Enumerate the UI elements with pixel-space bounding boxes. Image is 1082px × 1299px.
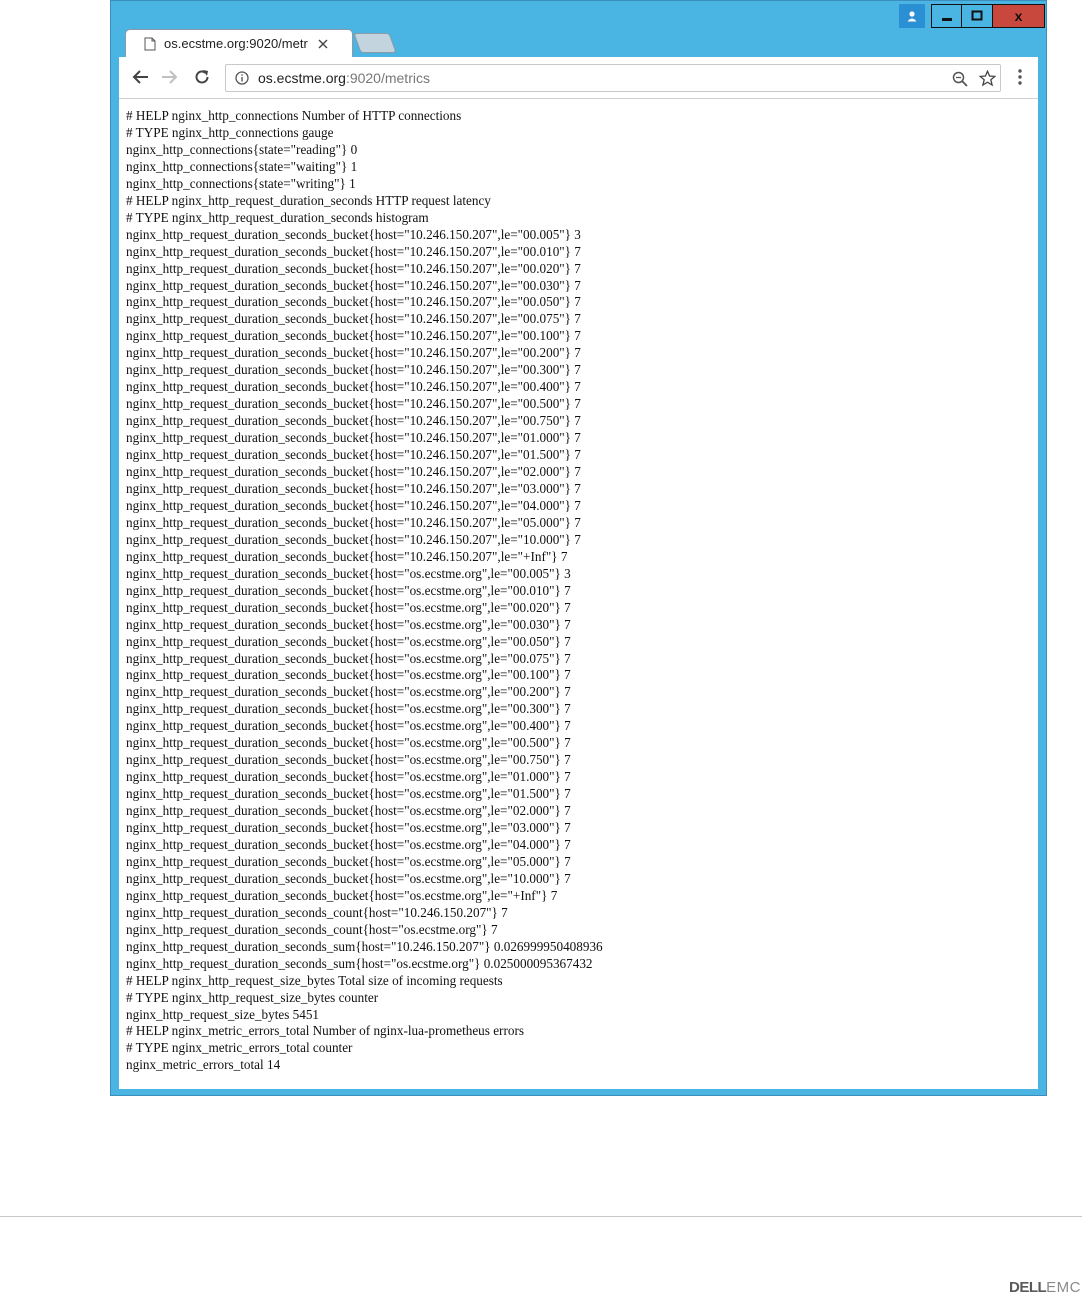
back-arrow-icon (131, 69, 149, 85)
back-button[interactable] (129, 66, 151, 88)
browser-toolbar (119, 57, 1038, 99)
metric-line: # HELP nginx_http_request_size_bytes Total size of incoming requests (126, 972, 503, 988)
metric-line: nginx_http_request_duration_seconds_bucket{host="10.246.150.207",le="00.200"} 7 (126, 345, 581, 361)
maximize-button[interactable] (962, 4, 993, 28)
user-profile-button[interactable] (899, 4, 925, 28)
metric-line: nginx_http_request_duration_seconds_bucket{host="10.246.150.207",le="00.010"} 7 (126, 243, 581, 259)
metric-line: # HELP nginx_metric_errors_total Number of nginx-lua-prometheus errors (126, 1023, 524, 1039)
page-icon (144, 37, 156, 51)
minimize-icon (941, 10, 953, 22)
user-icon (906, 10, 918, 22)
metric-line: nginx_http_request_duration_seconds_sum{host="10.246.150.207"} 0.026999950408936 (126, 938, 603, 954)
metric-line: nginx_http_request_duration_seconds_bucket{host="10.246.150.207",le="01.000"} 7 (126, 430, 581, 446)
metric-line: nginx_http_request_duration_seconds_bucket{host="10.246.150.207",le="00.400"} 7 (126, 379, 581, 395)
browser-tab[interactable] (125, 29, 353, 57)
metric-line: nginx_http_request_duration_seconds_bucket{host="os.ecstme.org",le="00.030"} 7 (126, 616, 571, 632)
minimize-button[interactable] (931, 4, 962, 28)
metrics-text (126, 108, 603, 1074)
url-host: os.ecstme.org (258, 70, 346, 86)
browser-window (110, 0, 1047, 1096)
close-window-label: x (1014, 8, 1023, 24)
forward-button[interactable] (159, 66, 181, 88)
menu-button[interactable] (1009, 66, 1031, 88)
metric-line: nginx_http_request_duration_seconds_bucket{host="10.246.150.207",le="05.000"} 7 (126, 514, 581, 530)
tab-strip (111, 27, 1046, 57)
metric-line: nginx_http_request_duration_seconds_bucket{host="10.246.150.207",le="00.750"} 7 (126, 413, 581, 429)
metric-line: nginx_http_request_duration_seconds_bucket{host="10.246.150.207",le="03.000"} 7 (126, 480, 581, 496)
metric-line: nginx_http_request_duration_seconds_bucket{host="10.246.150.207",le="00.500"} 7 (126, 396, 581, 412)
metric-line: nginx_http_request_duration_seconds_bucket{host="os.ecstme.org",le="01.000"} 7 (126, 769, 571, 785)
metric-line: nginx_http_connections{state="writing"} 1 (126, 175, 356, 191)
metric-line: nginx_http_request_duration_seconds_bucket{host="os.ecstme.org",le="00.200"} 7 (126, 684, 571, 700)
metric-line: nginx_http_request_duration_seconds_bucket{host="10.246.150.207",le="00.020"} 7 (126, 260, 581, 276)
metric-line: nginx_http_request_duration_seconds_bucket{host="os.ecstme.org",le="00.020"} 7 (126, 599, 571, 615)
metric-line: nginx_http_request_duration_seconds_bucket{host="10.246.150.207",le="01.500"} 7 (126, 447, 581, 463)
metric-line: nginx_http_request_duration_seconds_bucket{host="10.246.150.207",le="02.000"} 7 (126, 464, 581, 480)
page-content (119, 99, 1038, 1089)
metric-line: nginx_http_request_duration_seconds_bucket{host="10.246.150.207",le="00.030"} 7 (126, 277, 581, 293)
logo-dell: DELL (1008, 1279, 1047, 1296)
metric-line: nginx_metric_errors_total 14 (126, 1057, 281, 1073)
metric-line: nginx_http_request_duration_seconds_bucket{host="10.246.150.207",le="00.005"} 3 (126, 226, 581, 242)
metric-line: nginx_http_request_duration_seconds_bucket{host="os.ecstme.org",le="02.000"} 7 (126, 803, 571, 819)
metric-line: nginx_http_request_size_bytes 5451 (126, 1006, 320, 1022)
more-vert-icon (1017, 68, 1023, 86)
metric-line: # TYPE nginx_metric_errors_total counter (126, 1040, 353, 1056)
metric-line: nginx_http_request_duration_seconds_bucket{host="os.ecstme.org",le="05.000"} 7 (126, 853, 571, 869)
close-tab-icon[interactable] (318, 39, 328, 49)
metric-line: nginx_http_request_duration_seconds_bucket{host="os.ecstme.org",le="00.300"} 7 (126, 701, 571, 717)
metric-line: # TYPE nginx_http_connections gauge (126, 124, 334, 140)
metric-line: nginx_http_request_duration_seconds_bucket{host="10.246.150.207",le="00.300"} 7 (126, 362, 581, 378)
metric-line: nginx_http_request_duration_seconds_bucket{host="os.ecstme.org",le="00.075"} 7 (126, 650, 571, 666)
metric-line: nginx_http_request_duration_seconds_bucket{host="os.ecstme.org",le="01.500"} 7 (126, 786, 571, 802)
metric-line: # TYPE nginx_http_request_size_bytes counter (126, 989, 379, 1005)
forward-arrow-icon (161, 69, 179, 85)
metric-line: nginx_http_connections{state="reading"} 0 (126, 141, 358, 157)
metric-line: nginx_http_request_duration_seconds_count{host="os.ecstme.org"} 7 (126, 921, 498, 937)
bookmark-star-icon[interactable] (979, 70, 996, 87)
maximize-icon (971, 10, 983, 22)
zoom-icon[interactable] (952, 71, 968, 87)
metric-line: nginx_http_request_duration_seconds_bucket{host="10.246.150.207",le="00.100"} 7 (126, 328, 581, 344)
metric-line: nginx_http_request_duration_seconds_bucket{host="10.246.150.207",le="00.050"} 7 (126, 294, 581, 310)
metric-line: nginx_http_request_duration_seconds_bucket{host="os.ecstme.org",le="10.000"} 7 (126, 870, 571, 886)
metric-line: nginx_http_request_duration_seconds_bucket{host="10.246.150.207",le="10.000"} 7 (126, 531, 581, 547)
metric-line: nginx_http_request_duration_seconds_bucket{host="os.ecstme.org",le="00.050"} 7 (126, 633, 571, 649)
reload-button[interactable] (191, 66, 213, 88)
logo-emc: EMC (1046, 1279, 1081, 1296)
metric-line: nginx_http_request_duration_seconds_bucket{host="10.246.150.207",le="00.075"} 7 (126, 311, 581, 327)
tab-title: os.ecstme.org:9020/metr (164, 36, 308, 51)
metric-line: nginx_http_request_duration_seconds_bucket{host="os.ecstme.org",le="00.750"} 7 (126, 752, 571, 768)
url-path: :9020/metrics (345, 70, 430, 86)
metric-line: nginx_http_request_duration_seconds_bucket{host="os.ecstme.org",le="04.000"} 7 (126, 836, 571, 852)
metric-line: nginx_http_connections{state="waiting"} 1 (126, 158, 358, 174)
metric-line: nginx_http_request_duration_seconds_bucket{host="10.246.150.207",le="+Inf"} 7 (126, 548, 568, 564)
info-icon (235, 71, 249, 85)
metric-line: nginx_http_request_duration_seconds_bucket{host="os.ecstme.org",le="03.000"} 7 (126, 820, 571, 836)
metric-line: nginx_http_request_duration_seconds_sum{host="os.ecstme.org"} 0.025000095367432 (126, 955, 593, 971)
metric-line: # HELP nginx_http_connections Number of HTTP connections (126, 108, 462, 123)
reload-icon (193, 68, 211, 86)
metric-line: nginx_http_request_duration_seconds_bucket{host="os.ecstme.org",le="00.500"} 7 (126, 735, 571, 751)
address-bar[interactable] (225, 64, 1001, 92)
metric-line: nginx_http_request_duration_seconds_bucket{host="10.246.150.207",le="04.000"} 7 (126, 497, 581, 513)
footer-divider (0, 1216, 1082, 1217)
metric-line: nginx_http_request_duration_seconds_bucket{host="os.ecstme.org",le="00.100"} 7 (126, 667, 571, 683)
metric-line: nginx_http_request_duration_seconds_bucket{host="os.ecstme.org",le="+Inf"} 7 (126, 887, 558, 903)
metric-line: nginx_http_request_duration_seconds_bucket{host="os.ecstme.org",le="00.010"} 7 (126, 582, 571, 598)
metric-line: nginx_http_request_duration_seconds_bucket{host="os.ecstme.org",le="00.400"} 7 (126, 718, 571, 734)
url-text (258, 70, 430, 86)
metric-line: # TYPE nginx_http_request_duration_seconds histogram (126, 209, 429, 225)
metric-line: nginx_http_request_duration_seconds_count{host="10.246.150.207"} 7 (126, 904, 508, 920)
dell-emc-logo (1009, 1279, 1081, 1296)
metric-line: nginx_http_request_duration_seconds_bucket{host="os.ecstme.org",le="00.005"} 3 (126, 565, 571, 581)
metric-line: # HELP nginx_http_request_duration_seconds HTTP request latency (126, 192, 491, 208)
new-tab-button[interactable] (353, 33, 396, 53)
close-window-button[interactable] (993, 4, 1045, 28)
